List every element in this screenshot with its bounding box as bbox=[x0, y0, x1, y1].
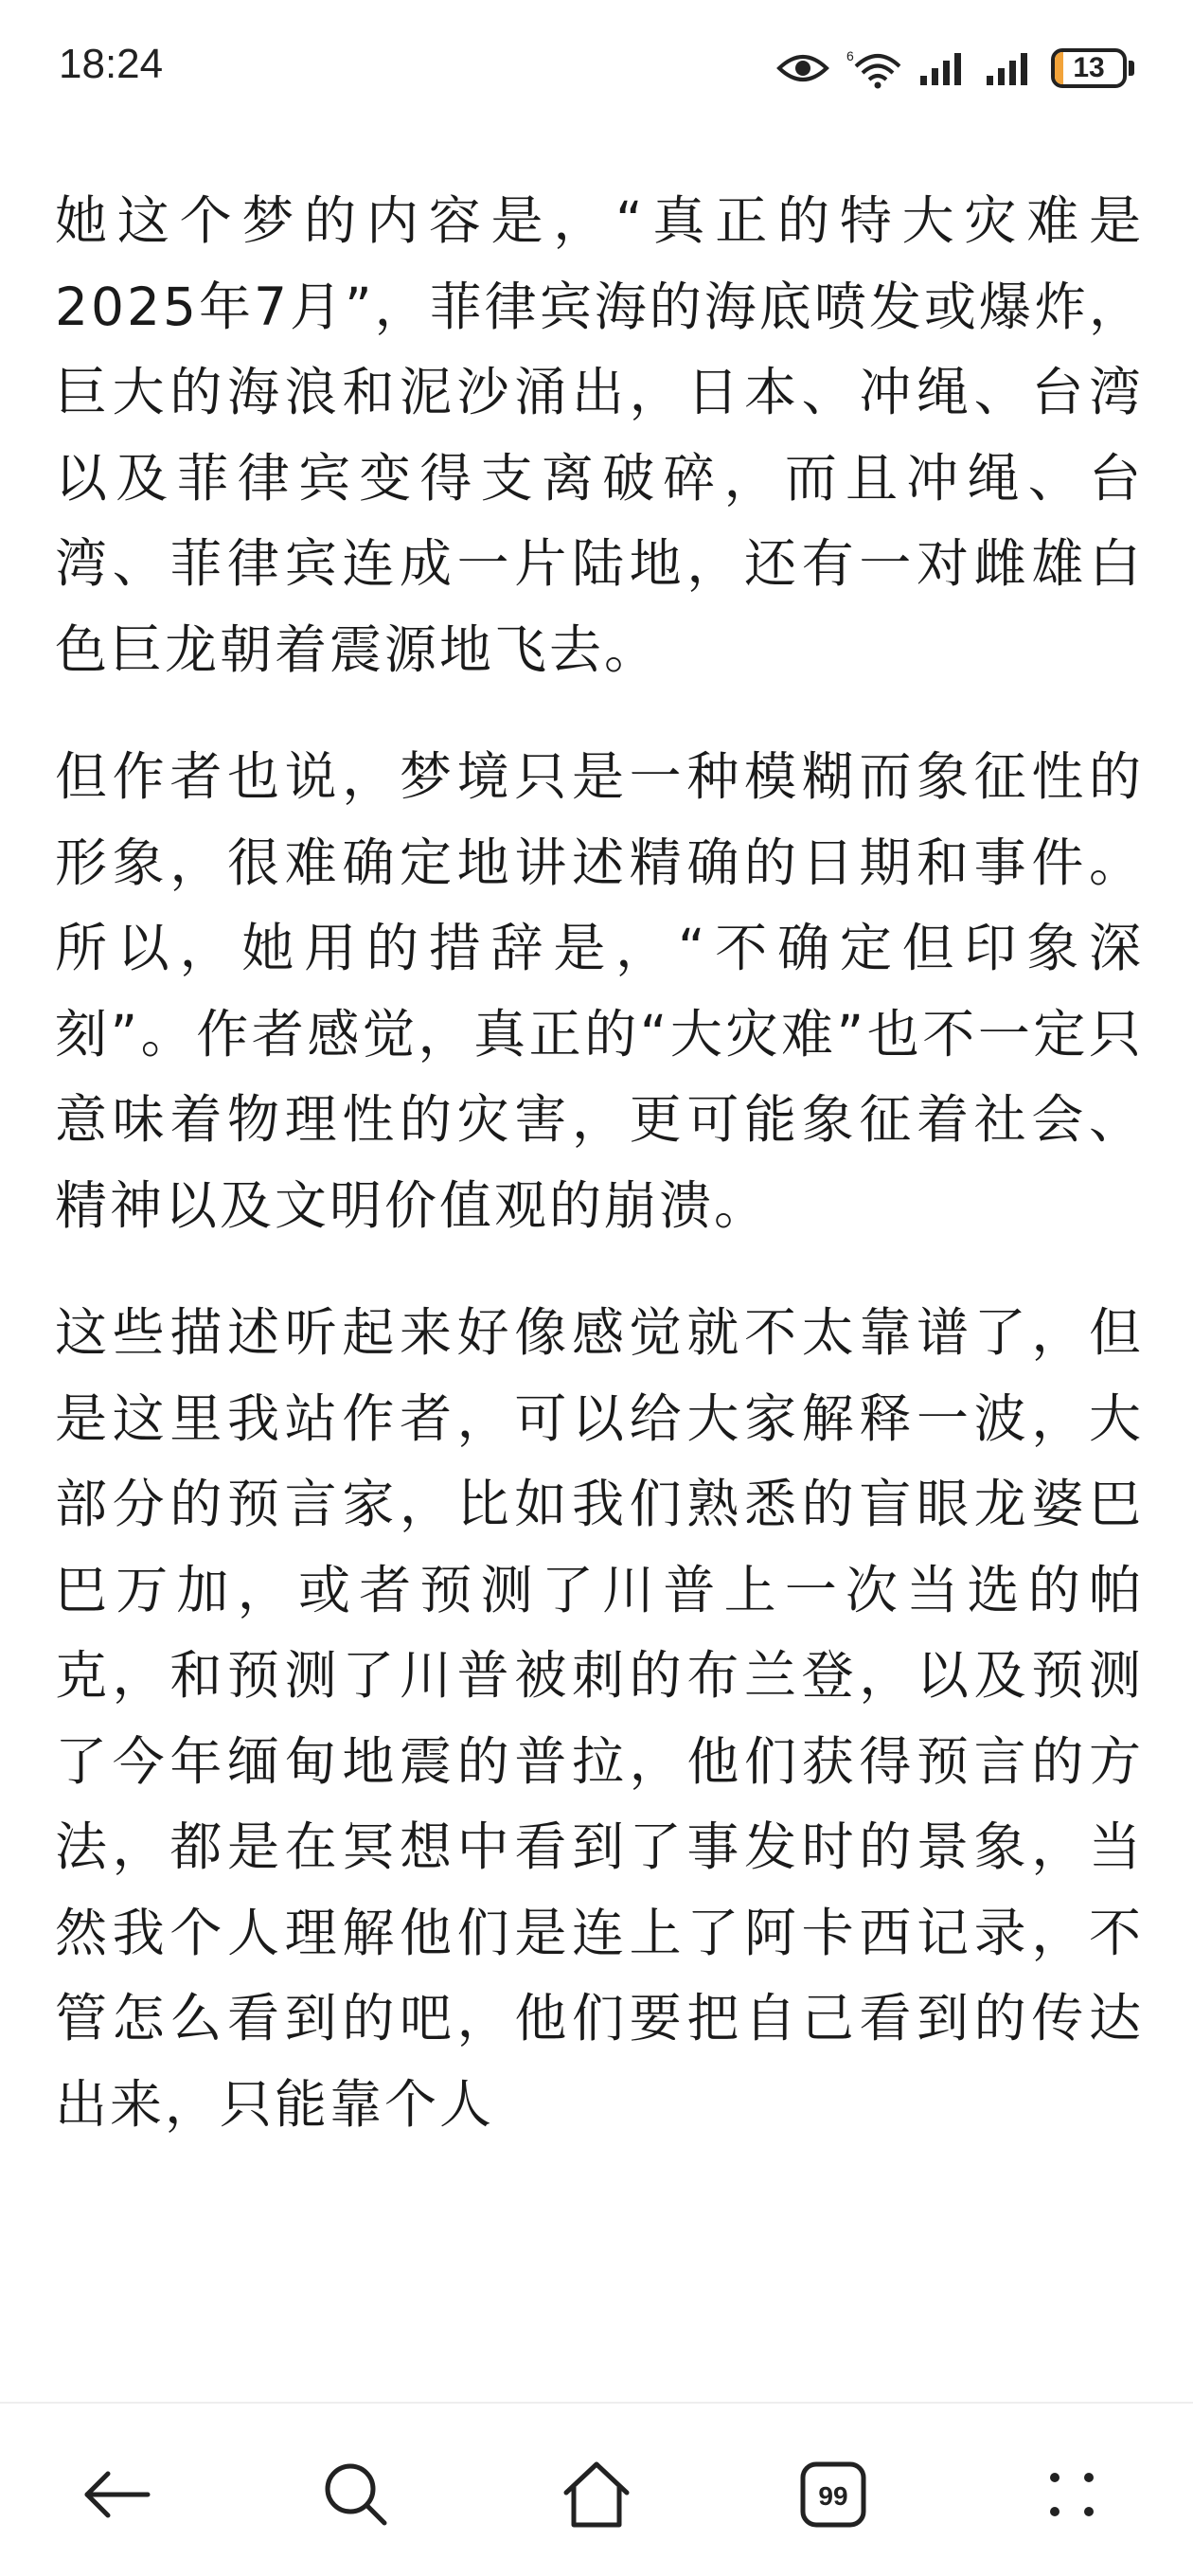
more-button[interactable] bbox=[1024, 2447, 1119, 2542]
wifi-icon bbox=[846, 47, 901, 89]
svg-text:6: 6 bbox=[846, 48, 854, 63]
eye-icon bbox=[776, 49, 829, 87]
status-time: 18:24 bbox=[59, 41, 164, 87]
battery-icon bbox=[1051, 48, 1127, 88]
home-button[interactable] bbox=[549, 2447, 644, 2542]
status-icons bbox=[776, 42, 1134, 95]
comment-icon bbox=[793, 2455, 873, 2534]
back-button[interactable] bbox=[70, 2447, 165, 2542]
more-icon bbox=[1034, 2457, 1110, 2532]
bottom-nav bbox=[0, 2402, 1193, 2576]
search-button[interactable] bbox=[309, 2447, 403, 2542]
signal-icon bbox=[918, 49, 968, 87]
status-bar bbox=[0, 0, 1193, 133]
back-arrow-icon bbox=[80, 2457, 155, 2532]
home-icon bbox=[557, 2455, 636, 2534]
article-paragraph: 但作者也说，梦境只是一种模糊而象征性的形象，很难确定地讲述精确的日期和事件。所以，她用的措辞是，“不确定但印象深刻”。作者感觉，真正的“大灾难”也不一定只意味着物理性的灾害，更可能象征着社会、精神以及文明价值观的崩溃。 bbox=[55, 746, 1144, 1236]
article-paragraph: 她这个梦的内容是，“真正的特大灾难是2025年7月”，菲律宾海的海底喷发或爆炸，巨大的海浪和泥沙涌出，日本、冲绳、台湾以及菲律宾变得支离破碎，而且冲绳、台湾、菲律宾连成一片陆地，还有一对雌雄白色巨龙朝着震源地飞去。 bbox=[55, 190, 1144, 680]
article-paragraph: 这些描述听起来好像感觉就不太靠谱了，但是这里我站作者，可以给大家解释一波，大部分的预言家，比如我们熟悉的盲眼龙婆巴巴万加，或者预测了川普上一次当选的帕克，和预测了川普被刺的布兰登，以及预测了今年缅甸地震的普拉，他们获得预言的方法，都是在冥想中看到了事发时的景象，当然我个人理解他们是连上了阿卡西记录，不管怎么看到的吧，他们要把自己看到的传达出来，只能靠个人 bbox=[55, 1302, 1144, 2135]
signal-icon bbox=[985, 49, 1034, 87]
comment-count: 99 bbox=[818, 2481, 848, 2511]
battery-tip bbox=[1129, 61, 1134, 76]
battery-indicator bbox=[1051, 48, 1134, 88]
comments-button[interactable] bbox=[786, 2447, 881, 2542]
search-icon bbox=[318, 2457, 394, 2532]
article-body bbox=[55, 178, 1144, 2189]
battery-level-fill bbox=[1055, 52, 1063, 84]
battery-level-text: 13 bbox=[1073, 52, 1105, 83]
